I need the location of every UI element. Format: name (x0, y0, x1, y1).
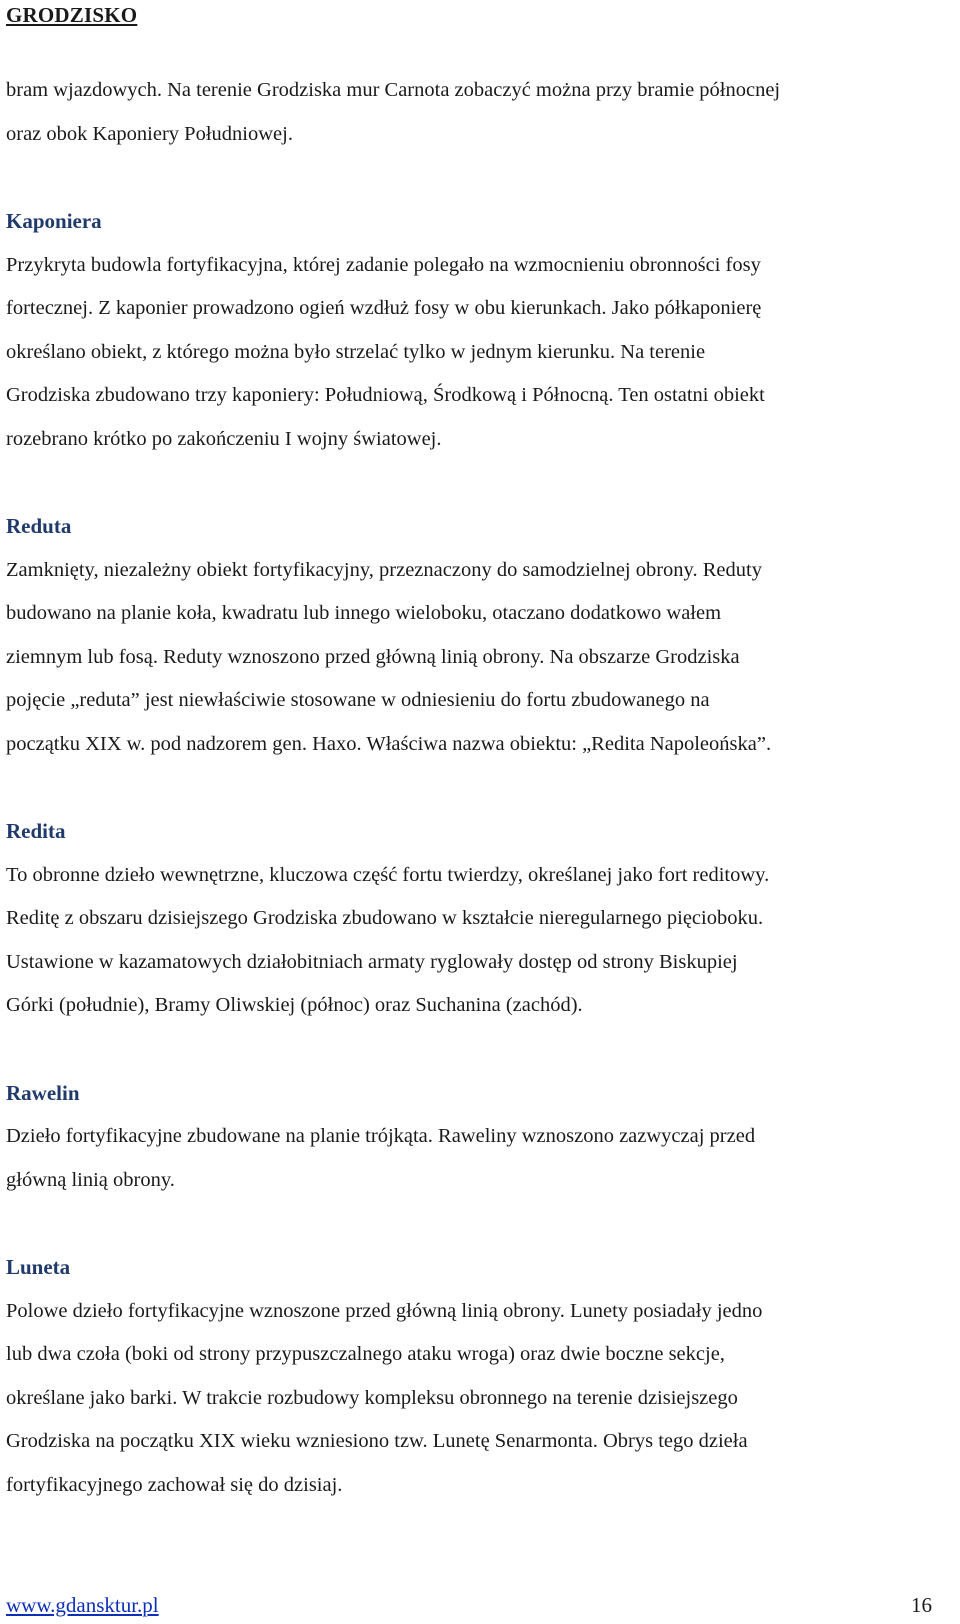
section-heading: Reduta (6, 514, 72, 538)
paragraph-line: określane jako barki. W trakcie rozbudowy kompleksu obronnego na terenie dzisiejszego (6, 1386, 738, 1409)
section-kaponiera (6, 200, 954, 461)
paragraph-line: Grodziska zbudowano trzy kaponiery: Południową, Środkową i Północną. Ten ostatni obiekt (6, 384, 765, 406)
paragraph-line: Polowe dzieło fortyfikacyjne wznoszone przed główną linią obrony. Lunety posiadały jedno (6, 1299, 763, 1322)
section-spacer (6, 1202, 954, 1246)
section-spacer (6, 156, 954, 200)
section-spacer (6, 766, 954, 810)
section-luneta (6, 1246, 954, 1507)
section-heading: Kaponiera (6, 209, 102, 233)
paragraph-line: Przykryta budowla fortyfikacyjna, której zadanie polegało na wzmocnieniu obronności fosy (6, 253, 761, 276)
page-number: 16 (911, 1592, 932, 1617)
paragraph-line: Zamknięty, niezależny obiekt fortyfikacyjny, przeznaczony do samodzielnej obrony. Reduty (6, 558, 762, 581)
section-redita (6, 810, 954, 1028)
paragraph-line: główną linią obrony. (6, 1168, 175, 1191)
paragraph-line: Górki (południe), Bramy Oliwskiej (północ) oraz Suchanina (zachód). (6, 994, 583, 1016)
website-link[interactable]: www.gdansktur.pl (6, 1592, 159, 1617)
paragraph-line: fortyfikacyjnego zachował się do dzisiaj. (6, 1473, 343, 1496)
paragraph-line: Reditę z obszaru dzisiejszego Grodziska zbudowano w kształcie nieregularnego pięcioboku. (6, 907, 764, 929)
paragraph-line: bram wjazdowych. Na terenie Grodziska mur Carnota zobaczyć można przy bramie północnej (6, 79, 781, 101)
section-heading: Luneta (6, 1255, 71, 1279)
document-body (6, 69, 954, 1507)
section-spacer (6, 1028, 954, 1072)
section-heading: Rawelin (6, 1080, 80, 1105)
paragraph-line: To obronne dzieło wewnętrzne, kluczowa część fortu twierdzy, określanej jako fort reditowy. (6, 863, 770, 886)
paragraph-line: Dzieło fortyfikacyjne zbudowane na planie trójkąta. Raweliny wznoszono zazwyczaj przed (6, 1125, 756, 1147)
section-rawelin (6, 1072, 954, 1203)
paragraph-line: oraz obok Kaponiery Południowej. (6, 122, 293, 145)
paragraph-line: Grodziska na początku XIX wieku wzniesiono tzw. Lunetę Senarmonta. Obrys tego dzieła (6, 1430, 748, 1452)
paragraph-line: określano obiekt, z którego można było strzelać tylko w jednym kierunku. Na terenie (6, 340, 706, 363)
paragraph-line: rozebrano krótko po zakończeniu I wojny światowej. (6, 427, 442, 450)
section-spacer (6, 461, 954, 505)
page-footer (6, 1590, 932, 1620)
paragraph-line: budowano na planie koła, kwadratu lub innego wieloboku, otaczano dodatkowo wałem (6, 602, 722, 624)
paragraph-line: Ustawione w kazamatowych działobitniach armaty ryglowały dostęp od strony Biskupiej (6, 950, 738, 973)
paragraph-line: fortecznej. Z kaponier prowadzono ogień wzdłuż fosy w obu kierunkach. Jako półkaponierę (6, 297, 762, 319)
section-heading: Redita (6, 819, 66, 843)
page-header-title: GRODZISKO (6, 3, 138, 27)
section-reduta (6, 505, 954, 766)
paragraph-line: początku XIX w. pod nadzorem gen. Haxo. Właściwa nazwa obiektu: „Redita Napoleońska”. (6, 732, 772, 755)
paragraph-line: ziemnym lub fosą. Reduty wznoszono przed główną linią obrony. Na obszarze Grodziska (6, 645, 740, 668)
paragraph-line: lub dwa czoła (boki od strony przypuszczalnego ataku wroga) oraz dwie boczne sekcje, (6, 1343, 725, 1365)
intro-paragraph (6, 69, 954, 156)
paragraph-line: pojęcie „reduta” jest niewłaściwie stosowane w odniesieniu do fortu zbudowanego na (6, 689, 710, 711)
